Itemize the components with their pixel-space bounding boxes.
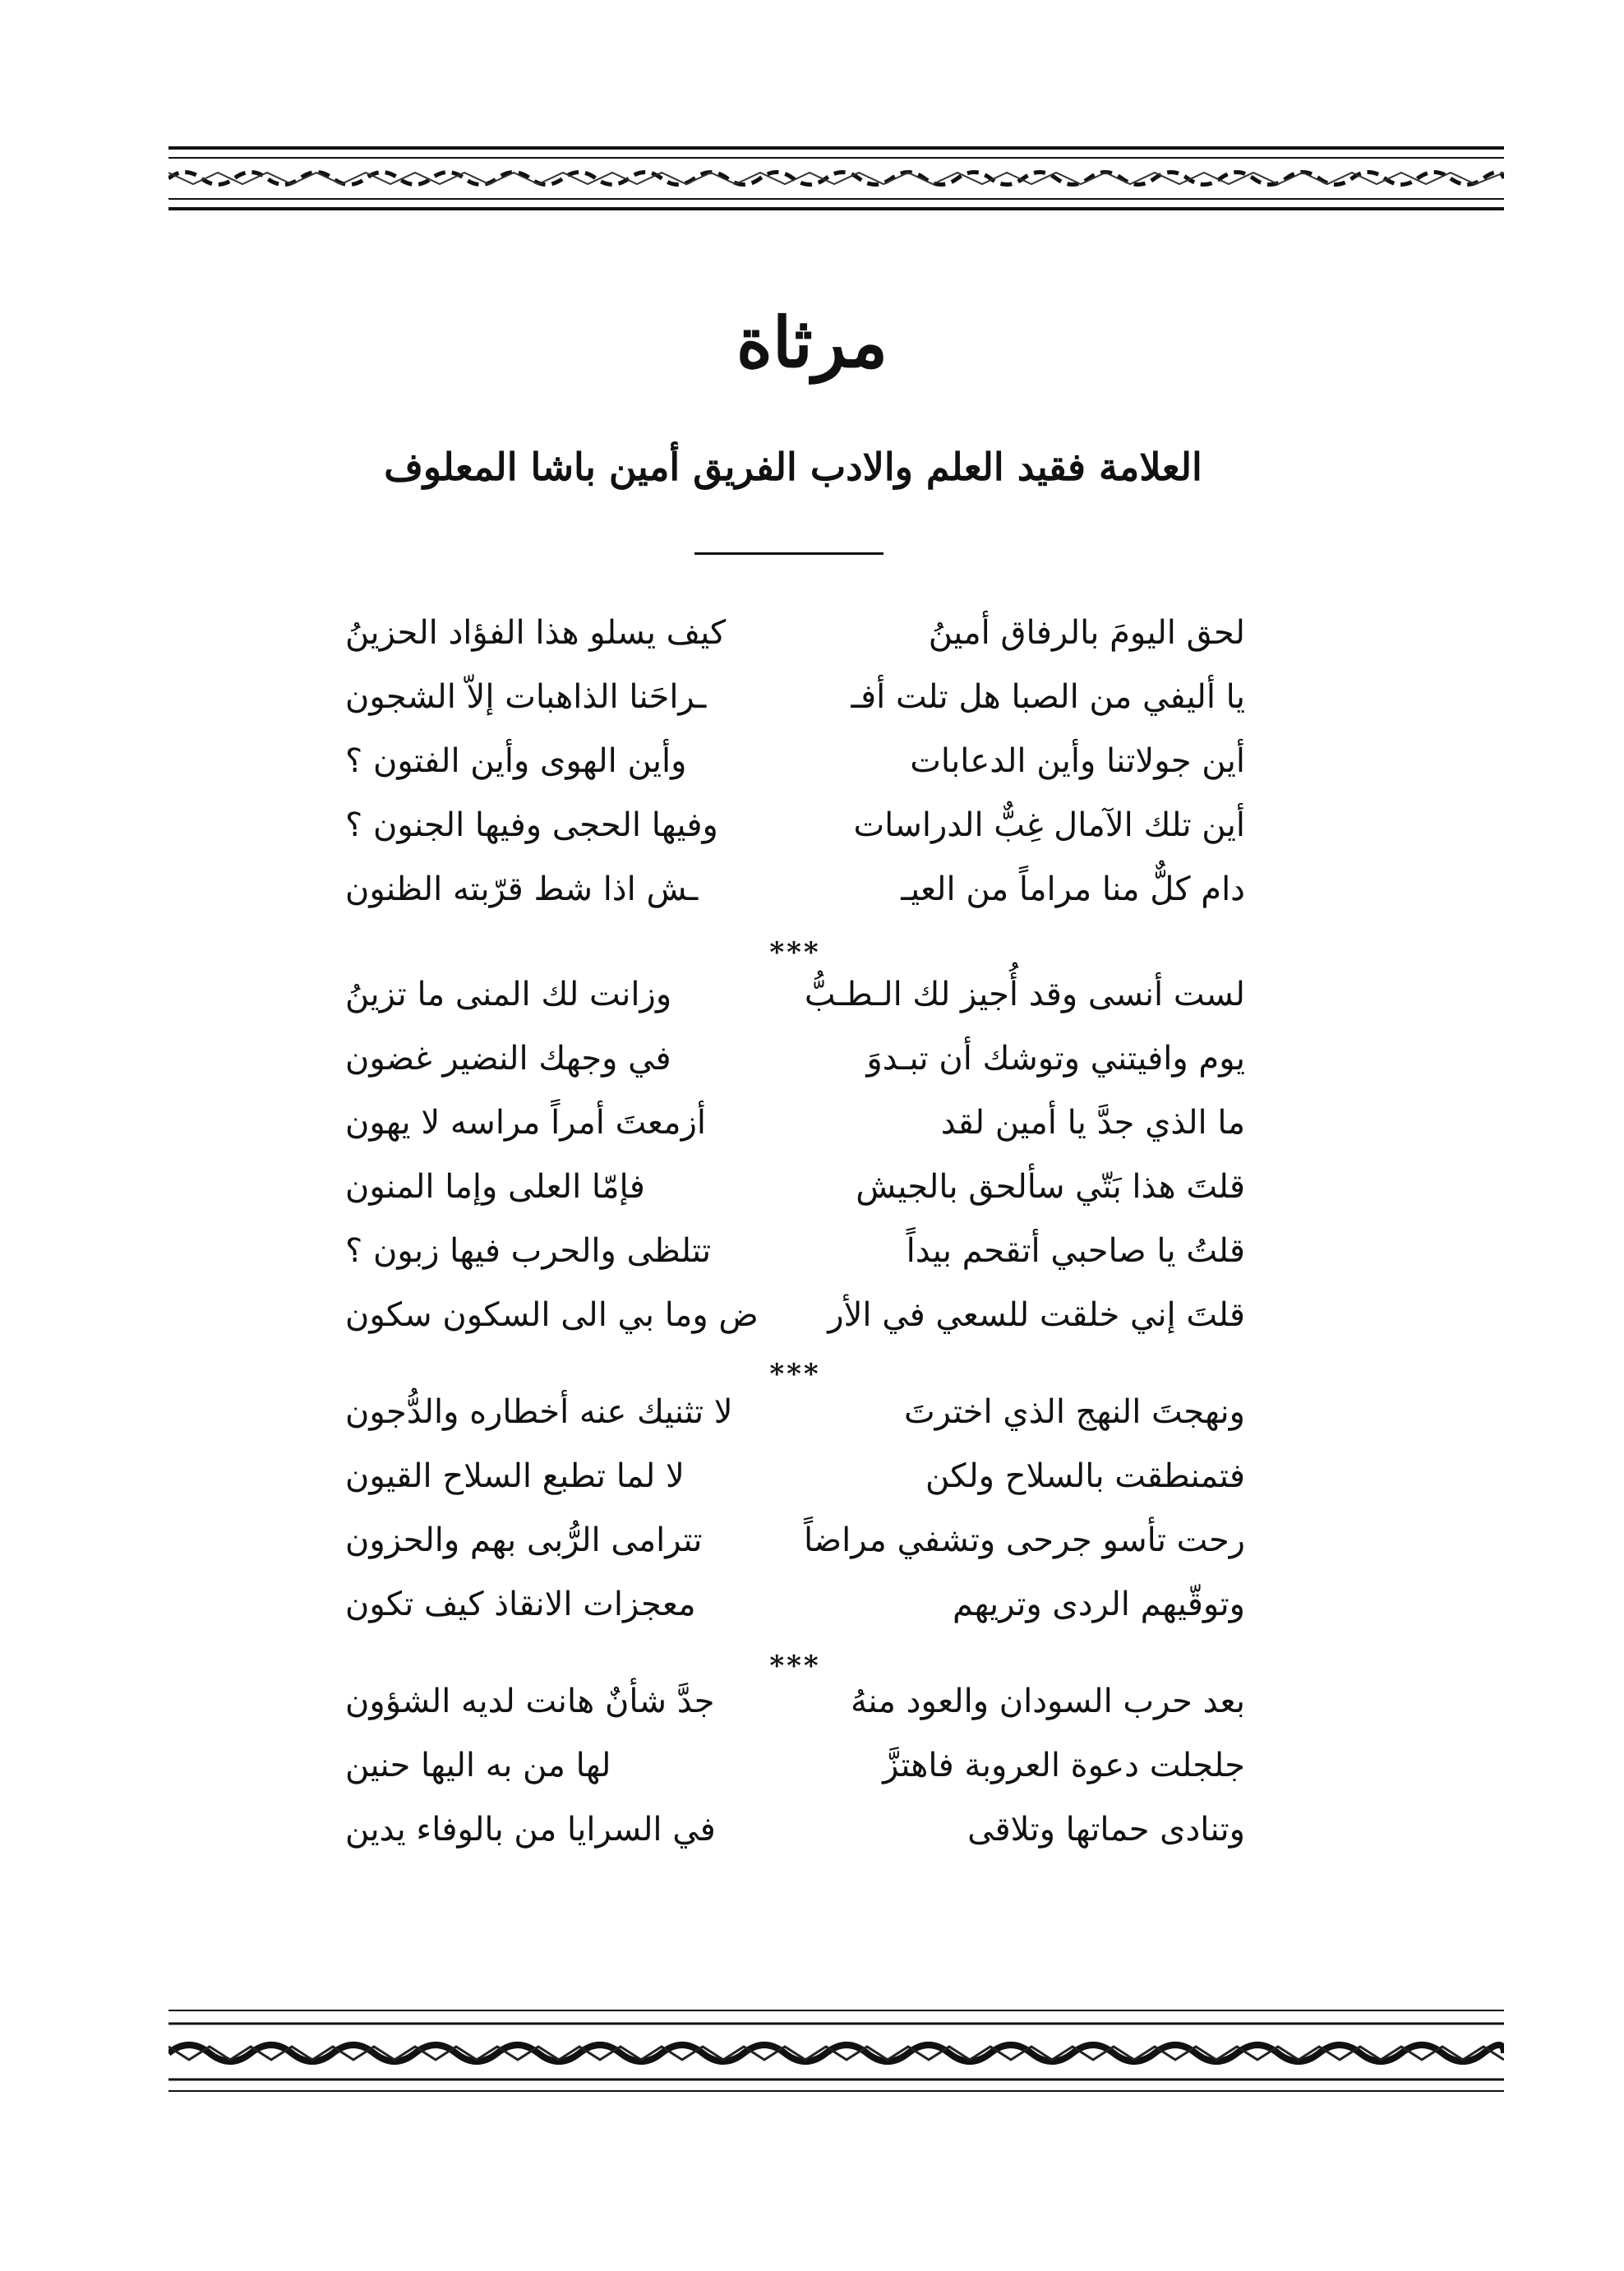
verse-second-hemistich: وأين الهوى وأين الفتون ؟ — [345, 742, 687, 780]
verse-second-hemistich: تتلظى والحرب فيها زبون ؟ — [345, 1232, 712, 1270]
verse-first-hemistich: يوم وافيتني وتوشك أن تبـدوَ — [866, 1040, 1245, 1078]
verse-first-hemistich: يا أليفي من الصبا هل تلت أفـ — [851, 678, 1245, 716]
verse — [345, 1282, 1245, 1348]
verse-first-hemistich: لست أنسى وقد أُجيز لك الـطـبُّ — [804, 976, 1245, 1013]
poem-title: مرثاة — [736, 302, 888, 383]
verse-first-hemistich: دام كلٌّ منا مراماً من العيـ — [901, 870, 1245, 908]
bottom-ornamental-border — [168, 2006, 1504, 2096]
verse — [345, 1154, 1245, 1220]
verse — [345, 600, 1245, 666]
verse-first-hemistich: بعد حرب السودان والعود منهُ — [850, 1682, 1245, 1720]
verse-first-hemistich: قلتَ هذا بَتّي سألحق بالجيش — [856, 1168, 1245, 1206]
verse-second-hemistich: ـراحَنا الذاهبات إلاّ الشجون — [345, 678, 707, 716]
verse-second-hemistich: فإمّا العلى وإما المنون — [345, 1168, 645, 1206]
verse — [345, 1507, 1245, 1573]
verse — [345, 792, 1245, 858]
verse-second-hemistich: معجزات الانقاذ كيف تكون — [345, 1586, 696, 1623]
verse-first-hemistich: فتمنطقت بالسلاح ولكن — [925, 1457, 1245, 1495]
title-separator — [694, 552, 884, 555]
verse-second-hemistich: وزانت لك المنى ما تزينُ — [345, 976, 672, 1013]
verse-second-hemistich: جدَّ شأنٌ هانت لديه الشؤون — [345, 1682, 715, 1720]
verse-first-hemistich: جلجلت دعوة العروبة فاهتزَّ — [883, 1747, 1245, 1784]
verse-first-hemistich: وتوقّيهم الردى وتريهم — [953, 1586, 1245, 1623]
verse-second-hemistich: في وجهك النضير غضون — [345, 1040, 671, 1078]
poem-dedication: العلامة فقيد العلم والادب الفريق أمين باشا المعلوف — [384, 445, 1202, 489]
verse-second-hemistich: لا لما تطبع السلاح القيون — [345, 1457, 685, 1495]
verse-first-hemistich: لحق اليومَ بالرفاق أمينُ — [928, 614, 1245, 652]
verse — [345, 728, 1245, 794]
stanza-divider: *** — [769, 1358, 821, 1391]
verse — [345, 1090, 1245, 1156]
verse-first-hemistich: أين جولاتنا وأين الدعابات — [910, 742, 1245, 780]
verse-second-hemistich: في السرايا من بالوفاء يدين — [345, 1811, 716, 1849]
verse-second-hemistich: أزمعتَ أمراً مراسه لا يهون — [345, 1104, 707, 1142]
verse — [345, 1669, 1245, 1734]
verse-first-hemistich: ما الذي جدَّ يا أمين لقد — [940, 1104, 1245, 1142]
verse — [345, 1572, 1245, 1637]
verse — [345, 962, 1245, 1027]
verse-second-hemistich: وفيها الحجى وفيها الجنون ؟ — [345, 806, 718, 844]
verse-first-hemistich: ونهجتَ النهج الذي اخترتَ — [904, 1393, 1245, 1431]
verse — [345, 1443, 1245, 1509]
verse-second-hemistich: كيف يسلو هذا الفؤاد الحزينُ — [345, 614, 727, 652]
verse-second-hemistich: تترامى الرُّبى بهم والحزون — [345, 1521, 703, 1559]
verse-first-hemistich: وتنادى حماتها وتلاقى — [967, 1811, 1245, 1849]
verse-first-hemistich: قلتُ يا صاحبي أتقحم بيداً — [906, 1232, 1245, 1270]
verse — [345, 1218, 1245, 1284]
verse-second-hemistich: ض وما بي الى السكون سكون — [345, 1296, 759, 1334]
verse-second-hemistich: لها من به اليها حنين — [345, 1747, 611, 1784]
verse-first-hemistich: أين تلك الآمال غِبٌّ الدراسات — [853, 806, 1245, 844]
verse — [345, 1026, 1245, 1092]
verse-second-hemistich: ـش اذا شط قرّبته الظنون — [345, 870, 699, 908]
verse — [345, 1379, 1245, 1445]
verse — [345, 1733, 1245, 1798]
top-ornamental-border — [168, 141, 1504, 215]
verse — [345, 1797, 1245, 1862]
verse — [345, 664, 1245, 730]
verse — [345, 856, 1245, 922]
verse-first-hemistich: قلتَ إني خلقت للسعي في الأر — [828, 1296, 1245, 1334]
verse-second-hemistich: لا تثنيك عنه أخطاره والدُّجون — [345, 1393, 733, 1431]
stanza-divider: *** — [769, 1650, 821, 1682]
verse-first-hemistich: رحت تأسو جرحى وتشفي مراضاً — [803, 1521, 1245, 1559]
stanza-divider: *** — [769, 936, 821, 969]
